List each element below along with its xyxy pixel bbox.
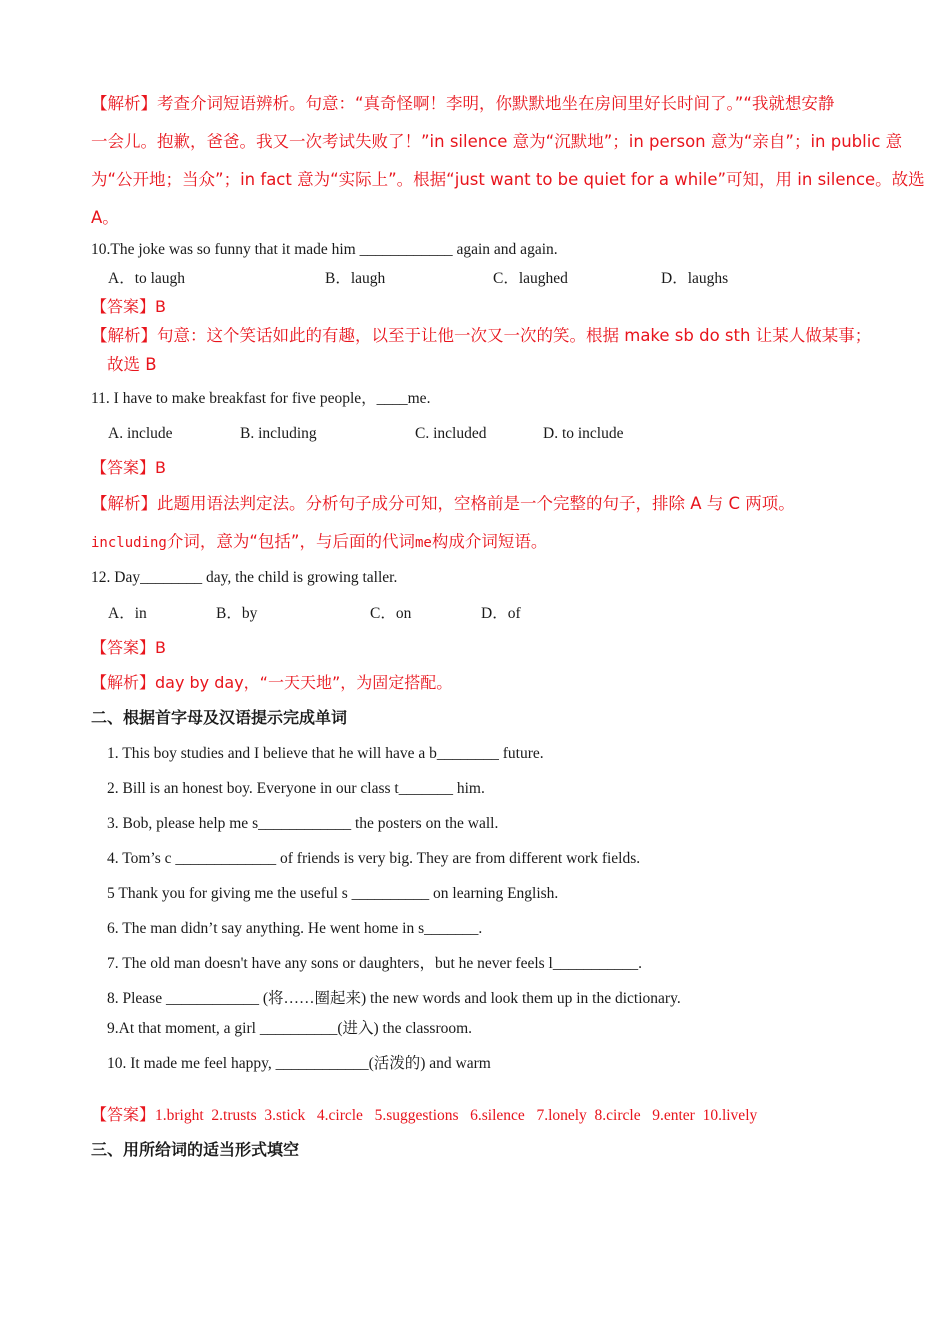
q9-analysis-line-2: 一会儿。抱歉，爸爸。我又一次考试失败了！”in silence 意为“沉默地”；in person 意为“亲自”；in public 意 <box>91 132 903 151</box>
q9-analysis-line-3: 为“公开地；当众”；in fact 意为“实际上”。根据“just want to be quiet for a while”可知，用 in silence。故选 <box>91 170 925 189</box>
q11-option-c: C. included <box>415 425 487 442</box>
q10-option-a: A．to laugh <box>108 270 186 287</box>
q12-stem: 12. Day________ day, the child is growing taller. <box>91 569 398 586</box>
q11-analysis-line-2 <box>91 530 547 555</box>
section-2-answer-label: 【答案】 <box>91 1105 156 1124</box>
section-2-heading: 二、根据首字母及汉语提示完成单词 <box>91 708 348 727</box>
q11-analysis-line-1: 【解析】此题用语法判定法。分析句子成分可知，空格前是一个完整的句子，排除 A 与 C 两项。 <box>91 494 795 513</box>
section-2-item-8: 8. Please ____________ (将……圈起来) the new words and look them up in the dictionary. <box>107 990 681 1007</box>
q12-option-c: C．on <box>370 605 412 622</box>
section-2-item-1: 1. This boy studies and I believe that he will have a b________ future. <box>107 745 544 762</box>
q11-analysis-text-a: 介词，意为“包括”，与后面的代词 <box>166 532 415 551</box>
q11-answer: 【答案】B <box>91 458 166 477</box>
q11-option-b: B. including <box>240 425 317 442</box>
q12-option-a: A．in <box>108 605 147 622</box>
q11-option-d: D. to include <box>543 425 624 442</box>
q11-keyword-including: including <box>91 535 167 551</box>
section-2-item-9: 9.At that moment, a girl __________(进入) the classroom. <box>107 1020 473 1037</box>
section-2-item-10: 10. It made me feel happy, ____________(活泼的) and warm <box>107 1055 491 1072</box>
q12-option-b: B．by <box>216 605 258 622</box>
section-2-item-5: 5 Thank you for giving me the useful s __________ on learning English. <box>107 885 559 902</box>
q12-option-d: D．of <box>481 605 521 622</box>
q11-option-a: A. include <box>108 425 173 442</box>
q9-analysis-line-4: A。 <box>91 208 119 227</box>
section-2-answers <box>91 1105 757 1126</box>
section-2-item-4: 4. Tom’s c _____________ of friends is very big. They are from different work fields. <box>107 850 641 867</box>
q11-keyword-me: me <box>414 535 432 551</box>
q12-answer: 【答案】B <box>91 638 166 657</box>
section-2-item-3: 3. Bob, please help me s____________ the posters on the wall. <box>107 815 499 832</box>
q10-option-c: C．laughed <box>493 270 568 287</box>
q11-stem: 11. I have to make breakfast for five people，____me. <box>91 390 431 407</box>
section-2-item-2: 2. Bill is an honest boy. Everyone in our class t_______ him. <box>107 780 485 797</box>
q10-analysis-line-1: 【解析】句意：这个笑话如此的有趣，以至于让他一次又一次的笑。根据 make sb do sth 让某人做某事； <box>91 326 872 345</box>
q12-analysis: 【解析】day by day，“一天天地”，为固定搭配。 <box>91 673 453 692</box>
q9-analysis-line-1: 【解析】考查介词短语辨析。句意：“真奇怪啊！李明，你默默地坐在房间里好长时间了。”“我就想安静 <box>91 94 835 113</box>
q10-answer: 【答案】B <box>91 297 166 316</box>
q10-analysis-line-2: 故选 B <box>107 355 157 374</box>
q10-option-b: B．laugh <box>325 270 386 287</box>
q10-stem: 10.The joke was so funny that it made him ____________ again and again. <box>91 241 558 258</box>
section-3-heading: 三、用所给词的适当形式填空 <box>91 1140 300 1159</box>
section-2-answer-values: 1.bright 2.trusts 3.stick 4.circle 5.suggestions 6.silence 7.lonely 8.circle 9.enter 10.lively <box>155 1107 758 1124</box>
q10-option-d: D．laughs <box>661 270 729 287</box>
section-2-item-6: 6. The man didn’t say anything. He went home in s_______. <box>107 920 483 937</box>
q11-analysis-text-b: 构成介词短语。 <box>431 532 548 551</box>
section-2-item-7: 7. The old man doesn't have any sons or daughters，but he never feels l___________. <box>107 955 642 972</box>
